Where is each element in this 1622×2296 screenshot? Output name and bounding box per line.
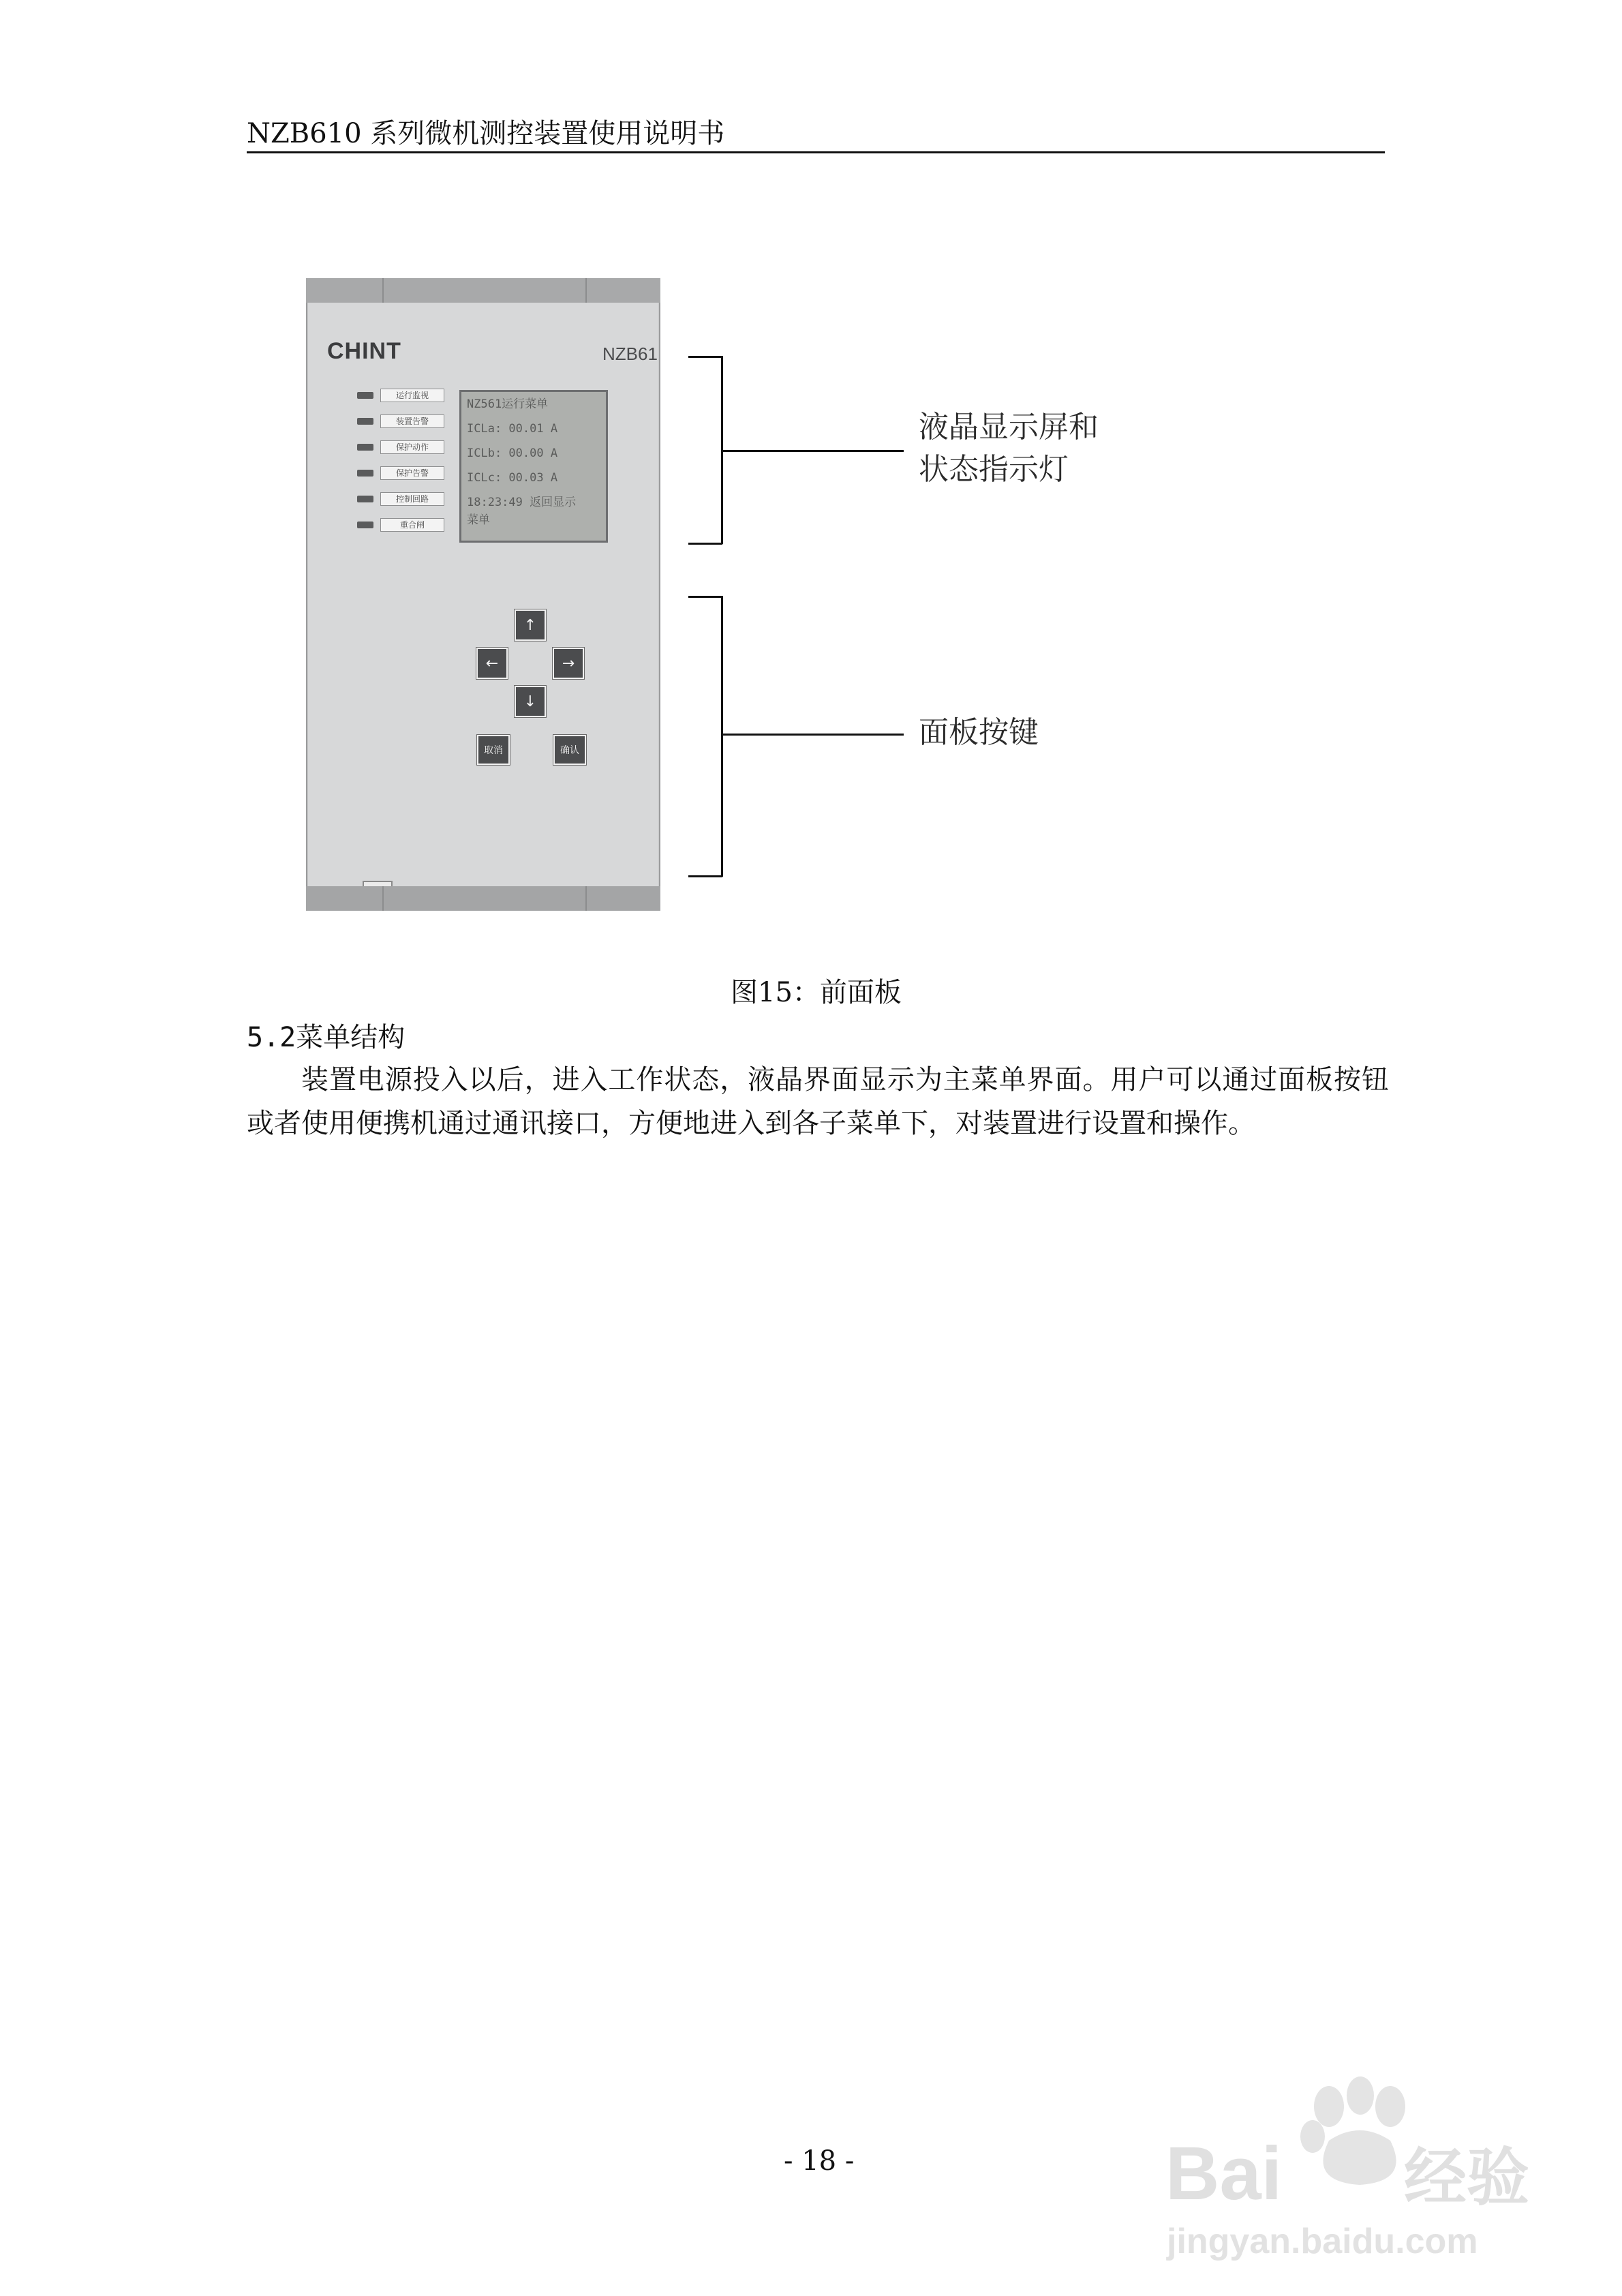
figure-caption: 图15：前面板	[731, 977, 902, 1008]
section-heading	[247, 1016, 405, 1055]
svg-text:经验: 经验	[1404, 2141, 1530, 2214]
callout-leader-line	[722, 450, 904, 452]
up-arrow-key: ↑	[515, 609, 546, 641]
callout-leader-line	[722, 734, 904, 736]
lcd-line: 菜单	[467, 513, 490, 527]
led-label: 保护告警	[380, 466, 444, 480]
callout-keys: 面板按键	[919, 715, 1039, 750]
led-label: 装置告警	[380, 414, 444, 428]
callout-display-line2: 状态指示灯	[919, 452, 1069, 487]
front-panel-image	[306, 278, 660, 911]
lcd-line: ICLb: 00.00 A	[467, 447, 558, 460]
bracket-top-arm	[688, 356, 722, 358]
section-title: 菜单结构	[296, 1022, 406, 1053]
callout-display-line1: 液晶显示屏和	[919, 410, 1099, 444]
led-indicator-icon	[357, 392, 373, 399]
brand-logo: CHINT	[327, 338, 401, 364]
led-label: 控制回路	[380, 492, 444, 506]
lcd-line: ICLc: 00.03 A	[467, 471, 558, 485]
lcd-line: ICLa: 00.01 A	[467, 422, 558, 436]
led-indicator-icon	[357, 444, 373, 451]
right-arrow-key: →	[553, 648, 584, 679]
panel-face	[308, 303, 658, 886]
page-header-title: NZB610 系列微机测控装置使用说明书	[247, 118, 725, 149]
lcd-line: 18:23:49 返回显示	[467, 496, 577, 509]
panel-top-strip	[306, 278, 660, 303]
led-indicator-icon	[357, 470, 373, 477]
led-indicator-icon	[357, 418, 373, 425]
lcd-line: NZ561运行菜单	[467, 397, 549, 411]
bracket-bottom-arm	[688, 875, 722, 877]
bracket-top-arm	[688, 596, 722, 598]
baidu-jingyan-watermark-logo	[1159, 2066, 1540, 2222]
led-label: 重合闸	[380, 518, 444, 532]
led-label: 运行监视	[380, 389, 444, 402]
down-arrow-key: ↓	[515, 686, 546, 717]
watermark-url: jingyan.baidu.com	[1167, 2222, 1478, 2261]
page-number: - 18 -	[784, 2145, 855, 2177]
led-indicator-icon	[357, 496, 373, 502]
panel-bottom-strip	[306, 886, 660, 911]
confirm-key: 确认	[553, 735, 586, 765]
header-rule	[247, 151, 1385, 153]
cancel-key: 取消	[477, 735, 510, 765]
body-paragraph: 装置电源投入以后，进入工作状态，液晶界面显示为主菜单界面。用户可以通过面板按钮或者使用便携机通过通讯接口，方便地进入到各子菜单下，对装置进行设置和操作。	[247, 1064, 1389, 1139]
left-arrow-key: ←	[476, 648, 508, 679]
bracket-spine	[721, 596, 723, 877]
led-label: 保护动作	[380, 440, 444, 454]
model-label: NZB61	[602, 344, 658, 364]
section-number: 5.2	[247, 1022, 296, 1053]
led-indicator-icon	[357, 522, 373, 528]
svg-text:Bai: Bai	[1165, 2132, 1283, 2216]
bracket-bottom-arm	[688, 543, 722, 545]
lcd-screen	[459, 390, 608, 543]
